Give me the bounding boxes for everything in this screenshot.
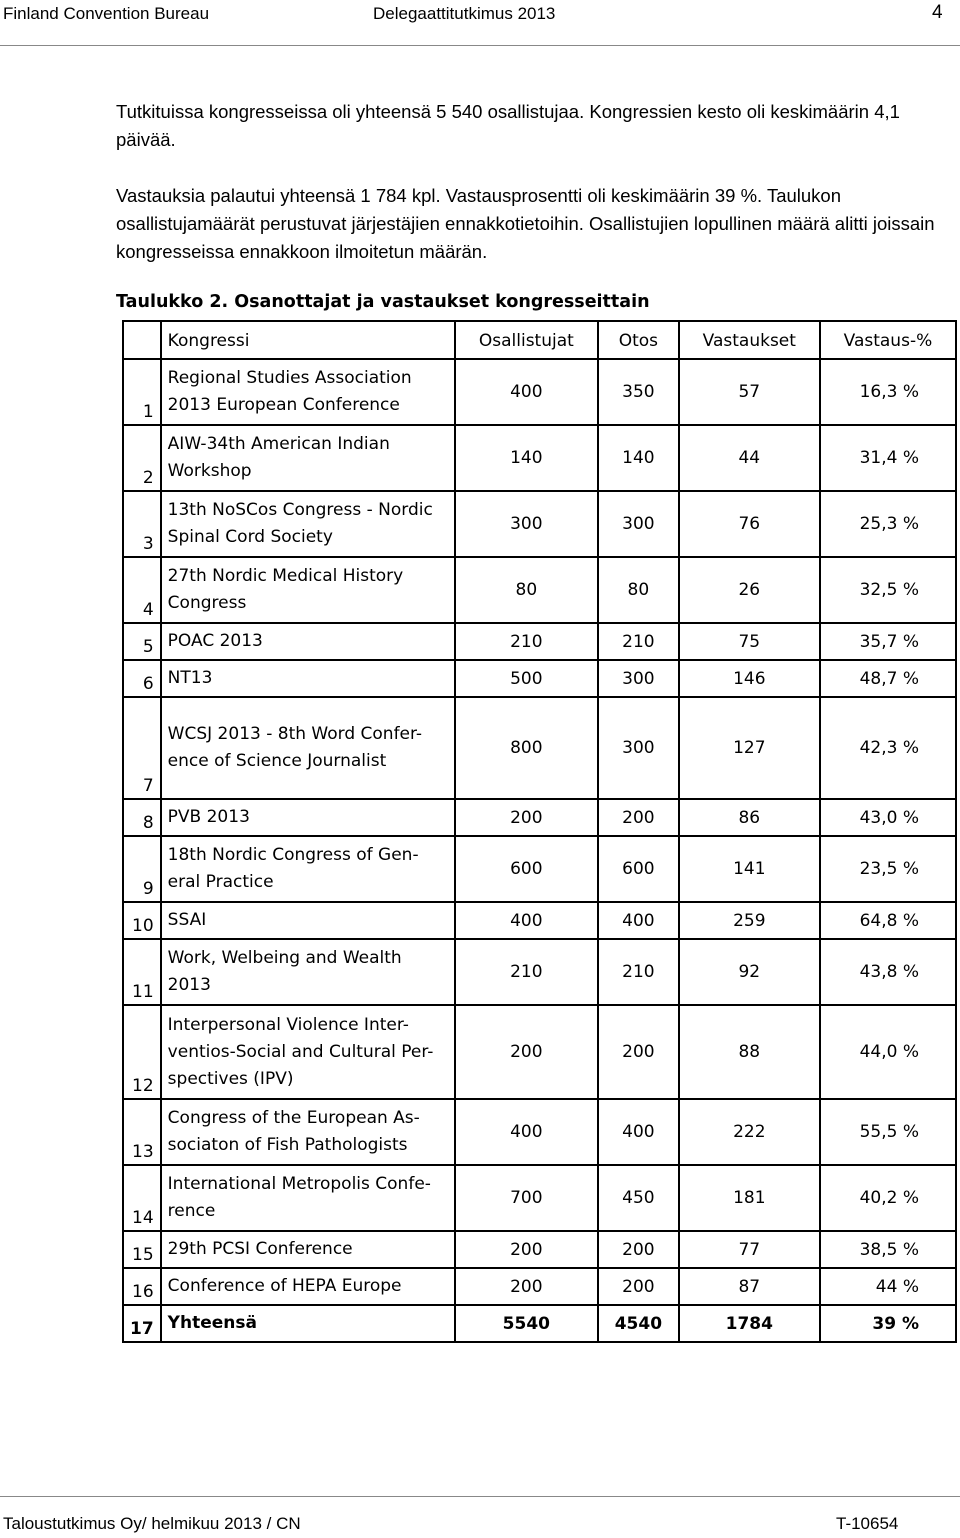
responses-value: 146	[679, 660, 820, 697]
sample-value: 210	[598, 623, 679, 660]
table-row	[123, 939, 956, 1005]
participants-value: 200	[455, 1005, 598, 1099]
participants-value: 400	[455, 359, 598, 425]
table-row	[123, 359, 956, 425]
response-rate-value: 44,0 %	[820, 1005, 956, 1099]
responses-value: 75	[679, 623, 820, 660]
intro-paragraph: Tutkituissa kongresseissa oli yhteensä 5 540 osallistujaa. Kongressien kesto oli keskimäärin 4,1 päivää.	[116, 101, 900, 150]
row-number: 1	[123, 359, 161, 425]
participants-value: 80	[455, 557, 598, 623]
congress-name: AIW-34th American Indian Workshop	[161, 425, 455, 491]
header-response-rate: Vastaus-%	[820, 321, 956, 359]
congress-name: PVB 2013	[161, 799, 455, 836]
sample-value: 200	[598, 799, 679, 836]
participants-value: 210	[455, 939, 598, 1005]
table-row	[123, 902, 956, 939]
sample-value: 210	[598, 939, 679, 1005]
congress-name: Conference of HEPA Europe	[161, 1268, 455, 1305]
congress-name: Congress of the European As-sociaton of Fish Pathologists	[161, 1099, 455, 1165]
responses-value: 222	[679, 1099, 820, 1165]
participants-value: 140	[455, 425, 598, 491]
congress-name: NT13	[161, 660, 455, 697]
response-rate-value: 48,7 %	[820, 660, 956, 697]
sample-value: 200	[598, 1005, 679, 1099]
sample-value: 400	[598, 902, 679, 939]
response-rate-value: 42,3 %	[820, 697, 956, 799]
participants-value: 400	[455, 902, 598, 939]
congress-name: WCSJ 2013 - 8th Word Confer-ence of Science Journalist	[161, 697, 455, 799]
total-response-rate: 39 %	[820, 1305, 956, 1342]
response-rate-value: 38,5 %	[820, 1231, 956, 1268]
sample-value: 140	[598, 425, 679, 491]
congress-name: International Metropolis Confe-rence	[161, 1165, 455, 1231]
total-label: Yhteensä	[161, 1305, 455, 1342]
table-row	[123, 623, 956, 660]
responses-value: 88	[679, 1005, 820, 1099]
responses-value: 127	[679, 697, 820, 799]
table-row	[123, 1231, 956, 1268]
response-rate-value: 43,0 %	[820, 799, 956, 836]
table-row	[123, 799, 956, 836]
table-caption: Taulukko 2. Osanottajat ja vastaukset kongresseittain	[116, 292, 650, 312]
participants-value: 600	[455, 836, 598, 902]
total-sample: 4540	[598, 1305, 679, 1342]
sample-value: 300	[598, 660, 679, 697]
total-participants: 5540	[455, 1305, 598, 1342]
table-row	[123, 1005, 956, 1099]
row-number: 9	[123, 836, 161, 902]
responses-value: 86	[679, 799, 820, 836]
congress-name: SSAI	[161, 902, 455, 939]
participants-value: 200	[455, 1231, 598, 1268]
row-number: 15	[123, 1231, 161, 1268]
responses-value: 57	[679, 359, 820, 425]
header-report-title: Delegaattitutkimus 2013	[373, 4, 556, 23]
row-number: 6	[123, 660, 161, 697]
total-responses: 1784	[679, 1305, 820, 1342]
participants-value: 400	[455, 1099, 598, 1165]
sample-value: 200	[598, 1231, 679, 1268]
congress-name: 29th PCSI Conference	[161, 1231, 455, 1268]
participants-value: 200	[455, 1268, 598, 1305]
page-header	[0, 0, 960, 46]
header-congress: Kongressi	[161, 321, 455, 359]
responses-value: 77	[679, 1231, 820, 1268]
congress-name: Interpersonal Violence Inter-ventios-Social and Cultural Per-spectives (IPV)	[161, 1005, 455, 1099]
table-total-row	[123, 1305, 956, 1342]
row-number: 16	[123, 1268, 161, 1305]
response-rate-value: 44 %	[820, 1268, 956, 1305]
table-row	[123, 660, 956, 697]
response-rate-value: 16,3 %	[820, 359, 956, 425]
row-number: 17	[123, 1305, 161, 1342]
table-row	[123, 836, 956, 902]
response-rate-value: 55,5 %	[820, 1099, 956, 1165]
table-row	[123, 697, 956, 799]
row-number: 3	[123, 491, 161, 557]
responses-value: 76	[679, 491, 820, 557]
footer-divider	[0, 1496, 960, 1497]
responses-value: 259	[679, 902, 820, 939]
congress-name: 18th Nordic Congress of Gen-eral Practice	[161, 836, 455, 902]
responses-value: 181	[679, 1165, 820, 1231]
table-row	[123, 1165, 956, 1231]
congress-name: 27th Nordic Medical History Congress	[161, 557, 455, 623]
sample-value: 300	[598, 491, 679, 557]
header-sample: Otos	[598, 321, 679, 359]
participants-value: 200	[455, 799, 598, 836]
response-rate-value: 25,3 %	[820, 491, 956, 557]
row-number: 8	[123, 799, 161, 836]
row-number: 14	[123, 1165, 161, 1231]
row-number: 13	[123, 1099, 161, 1165]
response-paragraph: Vastauksia palautui yhteensä 1 784 kpl. Vastausprosentti oli keskimäärin 39 %. Taulukon osallistujamäärät perustuvat järjestäjien ennakkotietoihin. Osallistujien lopullinen määrä alitti joissain kongresseissa ennakkoon ilmoitetun määrän.	[116, 185, 935, 262]
participants-value: 500	[455, 660, 598, 697]
table-row	[123, 1099, 956, 1165]
response-rate-value: 35,7 %	[820, 623, 956, 660]
row-number: 7	[123, 697, 161, 799]
table-row	[123, 491, 956, 557]
responses-value: 44	[679, 425, 820, 491]
header-participants: Osallistujat	[455, 321, 598, 359]
row-number: 5	[123, 623, 161, 660]
congress-name: POAC 2013	[161, 623, 455, 660]
table-header-row	[123, 321, 956, 359]
sample-value: 300	[598, 697, 679, 799]
row-number: 2	[123, 425, 161, 491]
participants-value: 800	[455, 697, 598, 799]
row-number: 4	[123, 557, 161, 623]
header-no	[123, 321, 161, 359]
response-rate-value: 43,8 %	[820, 939, 956, 1005]
participants-value: 700	[455, 1165, 598, 1231]
sample-value: 600	[598, 836, 679, 902]
responses-value: 87	[679, 1268, 820, 1305]
footer-report-code: T-10654	[836, 1514, 899, 1533]
responses-value: 141	[679, 836, 820, 902]
response-rate-value: 32,5 %	[820, 557, 956, 623]
header-organization: Finland Convention Bureau	[3, 4, 210, 23]
sample-value: 200	[598, 1268, 679, 1305]
response-rate-value: 64,8 %	[820, 902, 956, 939]
sample-value: 400	[598, 1099, 679, 1165]
header-responses: Vastaukset	[679, 321, 820, 359]
table-row	[123, 1268, 956, 1305]
responses-value: 26	[679, 557, 820, 623]
footer-source: Taloustutkimus Oy/ helmikuu 2013 / CN	[3, 1514, 301, 1533]
response-rate-value: 23,5 %	[820, 836, 956, 902]
congress-name: 13th NoSCos Congress - Nordic Spinal Cord Society	[161, 491, 455, 557]
table-row	[123, 425, 956, 491]
congress-name: Regional Studies Association 2013 European Conference	[161, 359, 455, 425]
responses-value: 92	[679, 939, 820, 1005]
sample-value: 450	[598, 1165, 679, 1231]
row-number: 10	[123, 902, 161, 939]
response-rate-value: 40,2 %	[820, 1165, 956, 1231]
sample-value: 350	[598, 359, 679, 425]
row-number: 12	[123, 1005, 161, 1099]
response-rate-value: 31,4 %	[820, 425, 956, 491]
congress-table	[122, 320, 957, 1343]
sample-value: 80	[598, 557, 679, 623]
participants-value: 300	[455, 491, 598, 557]
header-divider	[0, 45, 960, 46]
table-row	[123, 557, 956, 623]
participants-value: 210	[455, 623, 598, 660]
congress-name: Work, Welbeing and Wealth 2013	[161, 939, 455, 1005]
row-number: 11	[123, 939, 161, 1005]
page-number: 4	[932, 2, 943, 23]
